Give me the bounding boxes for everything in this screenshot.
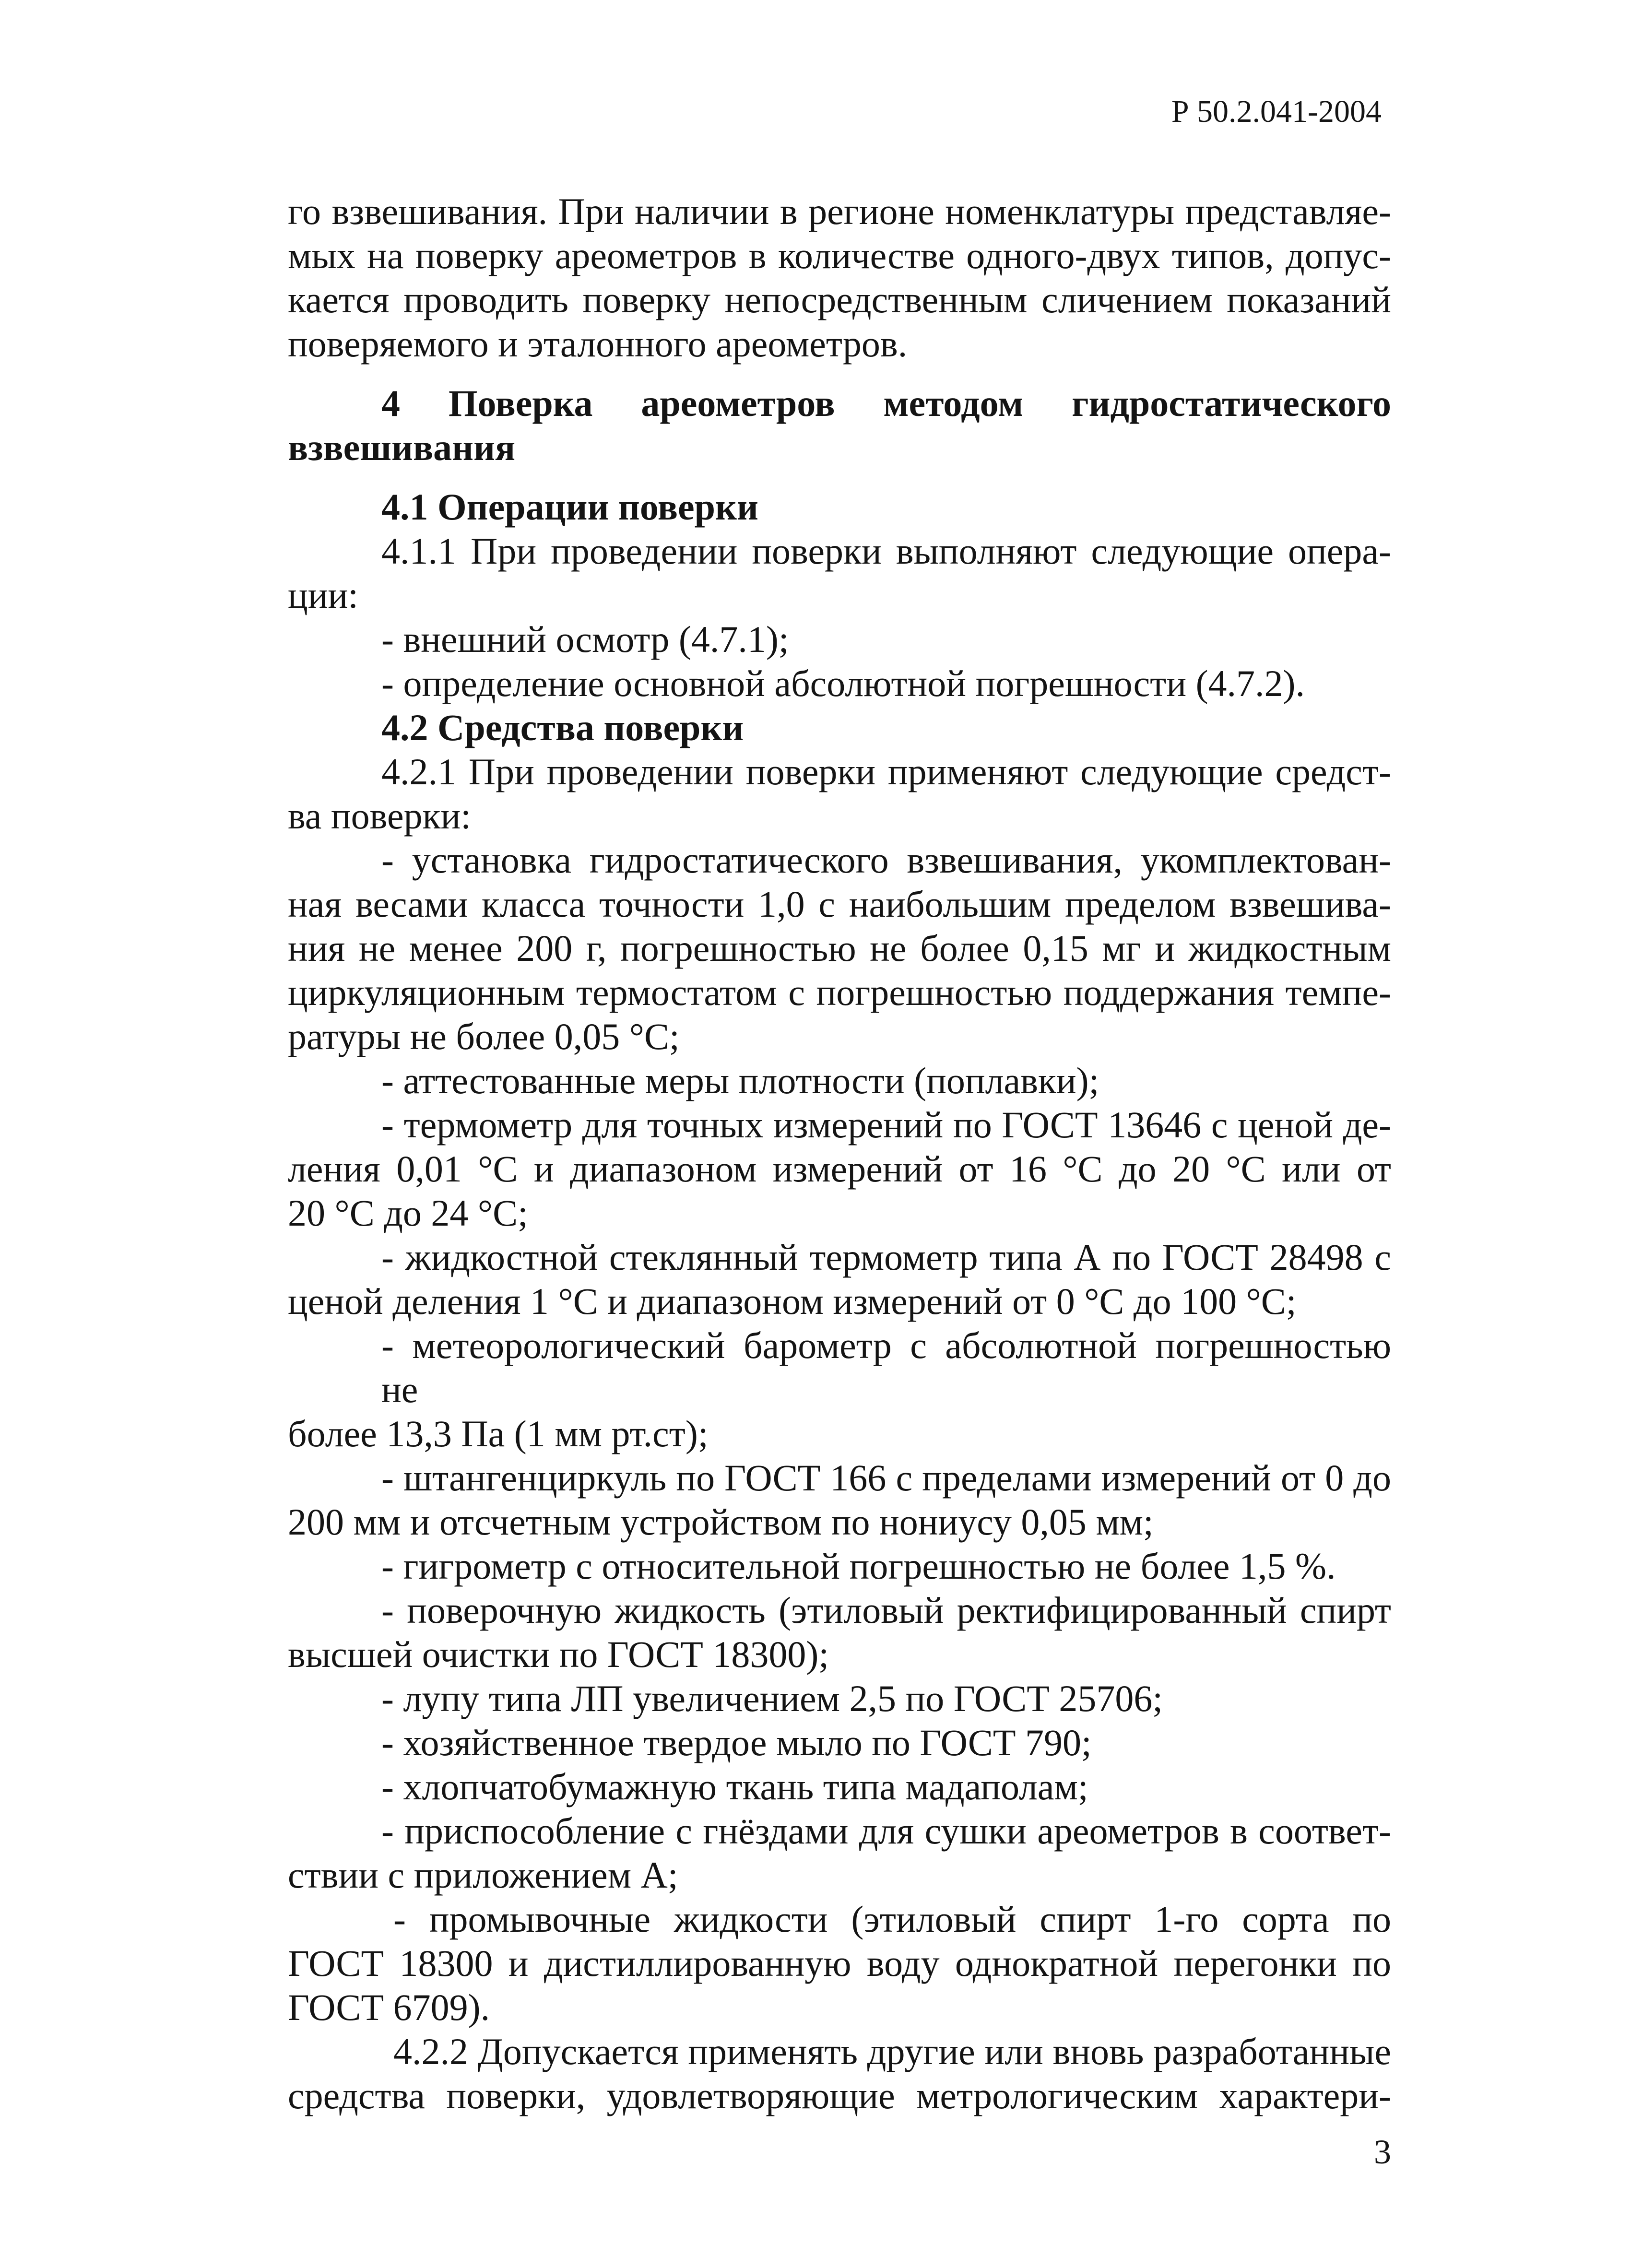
subsection-4-1-heading: 4.1 Операции поверки — [381, 486, 758, 528]
list-item: - хлопчатобумажную ткань типа мадаполам; — [381, 1766, 1088, 1807]
list-item: - внешний осмотр (4.7.1); — [381, 618, 789, 660]
page-number: 3 — [1374, 2133, 1391, 2171]
document-code: Р 50.2.041-2004 — [1171, 94, 1382, 129]
text-line: ции: — [288, 574, 358, 616]
list-item: - хозяйственное твердое мыло по ГОСТ 790; — [381, 1722, 1092, 1763]
list-item: - установка гидростатического взвешивания, укомплектован- ная весами класса точности 1,0 с наибольшим пределом взвешива- ния не менее 200 г, погрешностью не более 0,15 мг и жидкостным циркуляционным термостатом с погрешностью поддержания темпе- ратуры не более 0,05 °С; — [288, 839, 1391, 1057]
list-item: - аттестованные меры плотности (поплавки); — [381, 1060, 1099, 1101]
text-line: 4.1.1 При проведении поверки выполняют следующие опера- — [381, 530, 1391, 572]
list-item: - определение основной абсолютной погрешности (4.7.2). — [381, 662, 1305, 704]
section-heading-line: взвешивания — [288, 426, 516, 468]
list-item: - приспособление с гнёздами для сушки ареометров в соответ- ствии с приложением А; — [288, 1810, 1391, 1896]
text-line: 4.2.2 Допускается применять другие или вновь разработанные — [393, 2031, 1391, 2072]
document-body — [288, 189, 1391, 2118]
list-item: - гигрометр с относительной погрешностью не более 1,5 %. — [381, 1545, 1336, 1587]
text-line: поверяемого и эталонного ареометров. — [288, 323, 908, 365]
list-item: - поверочную жидкость (этиловый ректифицированный спирт высшей очистки по ГОСТ 18300); — [288, 1589, 1391, 1675]
intro-paragraph — [288, 189, 1391, 366]
text-line: кается проводить поверку непосредственным сличением показаний — [288, 279, 1391, 320]
paragraph-4-2-2 — [288, 2030, 1391, 2118]
text-line: средства поверки, удовлетворяющие метрологическим характери- — [288, 2075, 1391, 2116]
text-line: мых на поверку ареометров в количестве одного-двух типов, допус- — [288, 235, 1391, 276]
list-item: - жидкостной стеклянный термометр типа А по ГОСТ 28498 с ценой деления 1 °С и диапазоном измерений от 0 °С до 100 °С; — [288, 1236, 1391, 1322]
text-line: ва поверки: — [288, 795, 471, 837]
paragraph-4-2-1 — [288, 750, 1391, 838]
section-4-heading — [288, 381, 1391, 470]
list-item: - термометр для точных измерений по ГОСТ 13646 с ценой де- ления 0,01 °С и диапазоном измерений от 16 °С до 20 °С или от 20 °С до 24 °С; — [288, 1104, 1391, 1234]
list-item: - промывочные жидкости (этиловый спирт 1-го сорта по ГОСТ 18300 и дистиллированную воду однократной перегонки по ГОСТ 6709). — [288, 1898, 1391, 2028]
section-heading-line: 4 Поверка ареометров методом гидростатического — [381, 382, 1391, 424]
list-item: - метеорологический барометр с абсолютной погрешностью не более 13,3 Па (1 мм рт.ст); — [288, 1324, 1391, 1454]
text-line: 4.2.1 При проведении поверки применяют следующие средст- — [381, 751, 1391, 792]
text-line: го взвешивания. При наличии в регионе номенклатуры представляе- — [288, 190, 1391, 232]
subsection-4-2-heading: 4.2 Средства поверки — [381, 707, 744, 748]
list-item: - лупу типа ЛП увеличением 2,5 по ГОСТ 25706; — [381, 1677, 1163, 1719]
list-item: - штангенциркуль по ГОСТ 166 с пределами измерений от 0 до 200 мм и отсчетным устройством по нониусу 0,05 мм; — [288, 1457, 1391, 1543]
paragraph-4-1-1 — [288, 529, 1391, 617]
